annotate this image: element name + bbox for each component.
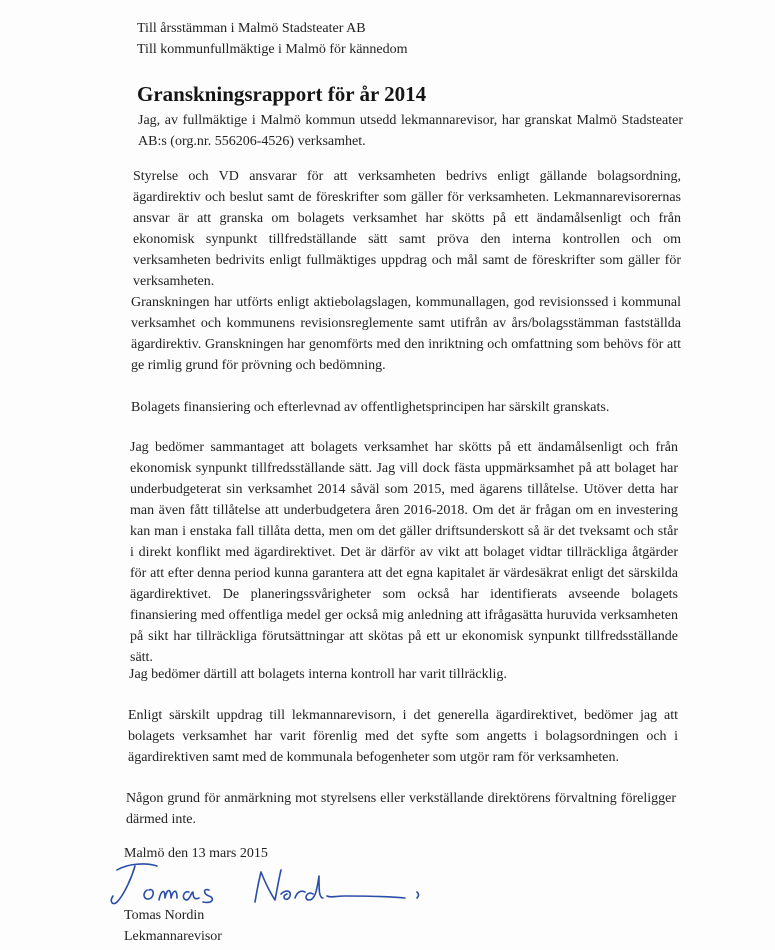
recipient-line-1: Till årsstämman i Malmö Stadsteater AB (137, 21, 366, 36)
signer-name: Tomas Nordin (124, 908, 205, 923)
intro-paragraph: Jag, av fullmäktige i Malmö kommun utsedd lekmannarevisor, har granskat Malmö Stadsteater AB:s (org.nr. 556206-4526) verksamhet. (138, 113, 683, 149)
paragraph-special-review: Bolagets finansiering och efterlevnad av offentlighetsprincipen har särskilt granskats. (131, 400, 610, 415)
paragraph-overall-assessment: Jag bedömer sammantaget att bolagets verksamhet har skötts på ett ändamålsenligt och från ekonomisk synpunkt tillfredsställande sätt. Jag vill dock fästa uppmärksamhet på att bolaget har underbudgeterat sin verksamhet 2014 såväl som 2015, med ägarens tillåtelse. Utöver detta har man även fått tillåtelse att underbudgetera åren 2016-2018. Om det är frågan om en investering kan man i enstaka fall tillåta detta, men om det gäller driftsunderskott så är det tveksamt och står i direkt konflikt med ägardirektivet. Det är därför av vikt att bolaget vidtar tillräckliga åtgärder för att efter denna period kunna garantera att det egna kapitalet är värdesäkrat enligt det särskilda ägardirektivet. De planeringssvårigheter som också har identifierats avseende bolagets finansiering med offentliga medel ger också mig anledning att ifrågasätta huruvida verksamheten på sikt har tillräckliga förutsättningar att skötas på ett ur ekonomisk synpunkt tillfredsställande sätt. (130, 440, 678, 665)
place-date: Malmö den 13 mars 2015 (124, 846, 268, 861)
recipient-line-2: Till kommunfullmäktige i Malmö för kännedom (137, 42, 408, 57)
paragraph-no-remark: Någon grund för anmärkning mot styrelsens eller verkställande direktörens förvaltning föreligger därmed inte. (126, 791, 676, 827)
paragraph-internal-control: Jag bedömer därtill att bolagets interna kontroll har varit tillräcklig. (129, 667, 507, 682)
paragraph-responsibilities: Styrelse och VD ansvarar för att verksamheten bedrivs enligt gällande bolagsordning, ägardirektiv och beslut samt de föreskrifter som gäller för verksamheten. Lekmannarevisorernas ansvar är att granska om bolagets verksamhet har skötts på ett ändamålsenligt och från ekonomisk synpunkt tillfredställande sätt samt pröva den interna kontrollen och om verksamheten bedrivits enligt fullmäktiges uppdrag och mål samt de föreskrifter som gäller för verksamheten. (133, 169, 681, 289)
signer-role: Lekmannarevisor (124, 929, 222, 944)
paragraph-special-assignment: Enligt särskilt uppdrag till lekmannarevisorn, i det generella ägardirektivet, bedömer jag att bolagets verksamhet har varit förenlig med det syfte som angetts i bolagsordningen och i ägardirektiven samt med de kommunala befogenheter som utgör ram för verksamheten. (128, 708, 678, 765)
report-title: Granskningsrapport för år 2014 (137, 82, 427, 106)
paragraph-audit-basis: Granskningen har utförts enligt aktiebolagslagen, kommunallagen, god revisionssed i kommunal verksamhet och kommunens revisionsreglemente samt utifrån av års/bolagsstämman fastställda ägardirektiv. Granskningen har genomförts med den inriktning och omfattning som behövs för att ge rimlig grund för prövning och bedömning. (131, 295, 681, 373)
